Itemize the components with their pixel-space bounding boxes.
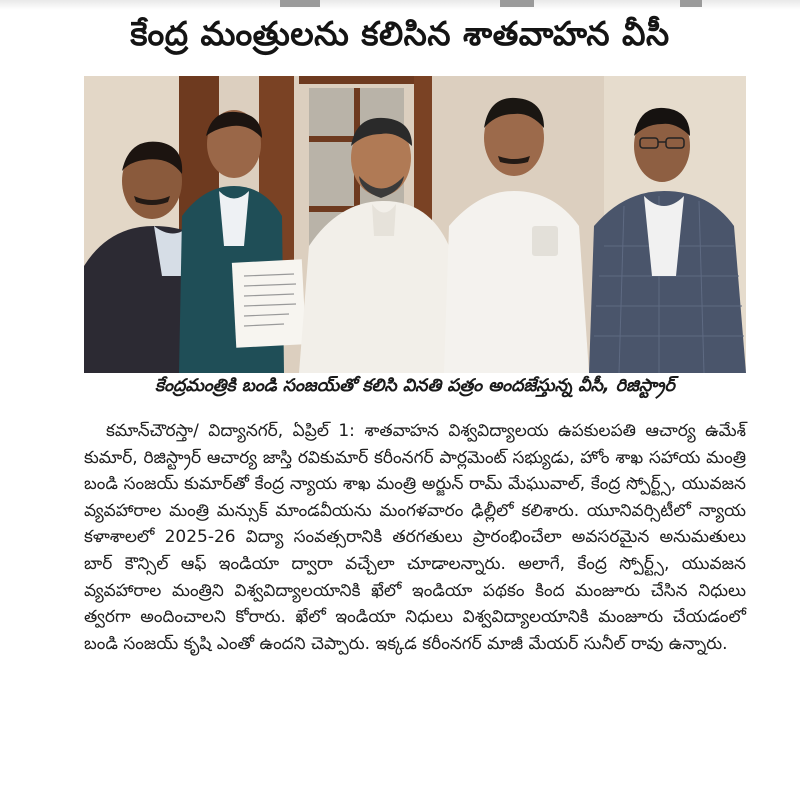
article-paragraph: కమాన్‌చౌరస్తా/ విద్యానగర్, ఏప్రిల్ 1: శాతవాహన విశ్వవిద్యాలయ ఉపకులపతి ఆచార్య ఉమేశ్ కుమార్, రిజిస్ట్రార్ ఆచార్య జాస్తి రవికుమార్ కరీంనగర్ పార్లమెంట్ సభ్యుడు, హోం శాఖ సహాయ మంత్రి బండి సంజయ్ కుమార్‌తో కేంద్ర న్యాయ శాఖ మంత్రి అర్జున్ రామ్ మేఘువాల్, కేంద్ర స్పోర్ట్స్, యువజన వ్యవహారాల మంత్రి మన్సుక్ మాండవీయను మంగళవారం ఢిల్లీలో కలిశారు. యూనివర్సిటీలో న్యాయ కళాశాలలో 2025-26 విద్యా సంవత్సరానికి తరగతులు ప్రారంభించేలా అవసరమైన అనుమతులు బార్ కౌన్సిల్ ఆఫ్ ఇండియా ద్వారా వచ్చేలా చూడాలన్నారు. అలాగే, కేంద్ర స్పోర్ట్స్, యువజన వ్యవహారాల మంత్రిని విశ్వవిద్యాలయానికి ఖేలో ఇండియా పథకం కింద మంజూరు చేసిన నిధులు త్వరగా అందించాలని కోరారు. ఖేలో ఇండియా నిధులు విశ్వవిద్యాలయానికి మంజూరు చేయడంలో బండి సంజయ్ కృషి ఎంతో ఉందని చెప్పారు. ఇక్కడ కరీంనగర్ మాజీ మేయర్ సునీల్ రావు ఉన్నారు. <box>84 421 746 654</box>
previous-article-strip <box>0 0 800 10</box>
photo-caption: కేంద్రమంత్రికి బండి సంజయ్‌తో కలిసి వినతి పత్రం అందజేస్తున్న వీసీ, రిజిస్ట్రార్ <box>155 376 675 396</box>
news-photo <box>84 76 746 373</box>
headline: కేంద్ర మంత్రులను కలిసిన శాతవాహన వీసీ <box>130 14 670 53</box>
memorandum-document <box>232 259 306 348</box>
article-body <box>84 418 746 657</box>
